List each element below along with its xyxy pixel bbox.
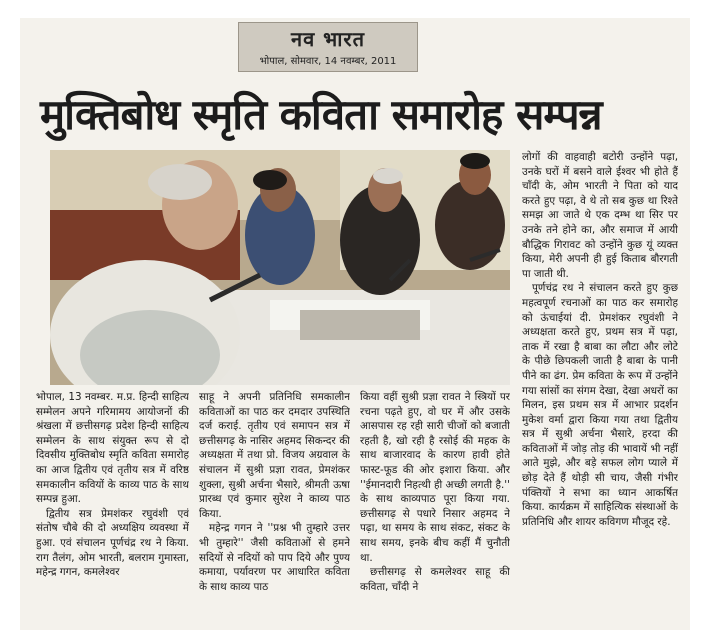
article-paragraph: द्वितीय सत्र प्रेमशंकर रघुवंशी एवं संतोष चौबे की दो अध्यक्षिय व्यवस्था में हुआ. एवं संचालन पूर्णचंद्र रथ ने किया. राग तैलंग, ओम भारती, बलराम गुमास्ता, महेन्द्र गगन, कमलेश्वर bbox=[36, 507, 189, 579]
article-paragraph: लोगों की वाहवाही बटोरी उन्होंने पढ़ा, उनके घरों में बसने वाले ईश्वर भी होते हैं चाँदी के, ओम भारती ने पिता को याद करते हुए पढ़ा, वे थे तो सब कुछ था रिश्ते समझ आ जाते थे एक दम्भ था सिर पर उनके तने होने का, और समाज में आयी बौद्धिक गिरावट को उन्होंने कुछ यूं व्यक्त किया, मेरी अपनी ही हुई किताब बौरगती पा जाती थी. bbox=[522, 151, 678, 280]
article-paragraph: किया वहीं सुश्री प्रज्ञा रावत ने स्त्रियों पर रचना पढ़ते हुए, वो घर में और उसके आसपास रह रही सारी चीजों को बजाती रहती है, खो रही है रसोई की महक के साथ बाजारवाद के कारण हावी होते फास्ट-फूड की ओर इशारा किया. और ''ईमानदारी निहत्थी ही अच्छी लगती है.'' के साथ काव्यपाठ पूरा किया गया. छत्तीसगढ़ से पधारे निसार अहमद ने पढ़ा, था समय के साथ संकट, संकट के साथ समय, इनके बीच कहीं मैं चुनौती था. bbox=[360, 391, 510, 564]
article-column-4 bbox=[522, 150, 678, 622]
event-photo bbox=[50, 150, 510, 385]
article-column-2 bbox=[199, 390, 350, 622]
masthead bbox=[238, 22, 418, 72]
article-column-3 bbox=[360, 390, 510, 622]
event-photo-image bbox=[50, 150, 510, 385]
dateline: भोपाल, सोमवार, 14 नवम्बर, 2011 bbox=[259, 56, 397, 67]
headline bbox=[40, 85, 680, 145]
article-paragraph: महेन्द्र गगन ने ''प्रश्न भी तुम्हारे उत्तर भी तुम्हारे'' जैसी कविताओं से हमने सदियों से नदियों को पाप दिये और पुण्य कमाया, पर्यावरण पर आधारित कविता के साथ काव्य पाठ bbox=[199, 522, 350, 593]
article-paragraph: साहू ने अपनी प्रतिनिधि समकालीन कविताओं का पाठ कर दमदार उपस्थिति दर्ज कराई. तृतीय एवं समापन सत्र में छत्तीसगढ़ के नासिर अहमद सिकन्दर की अध्यक्षता में तथा प्रो. विजय अग्रवाल के संचालन में सुश्री प्रज्ञा रावत, प्रेमशंकर शुक्ला, सुश्री अर्चना भैसारे, श्रीमती ऊषा प्रारब्ध एवं कुमार सुरेश ने काव्य पाठ किया. bbox=[199, 391, 350, 520]
headline-text: मुक्तिबोध स्मृति कविता समारोह सम्पन्न bbox=[40, 90, 602, 139]
article-paragraph: छत्तीसगढ़ से कमलेश्वर साहू की कविता, चाँदी ने bbox=[360, 566, 510, 593]
article-column-1 bbox=[36, 390, 189, 622]
newspaper-logo: नव भारत bbox=[290, 27, 365, 51]
article-paragraph: भोपाल, 13 नवम्बर. म.प्र. हिन्दी साहित्य सम्मेलन अपने गरिमामय आयोजनों की श्रंखला में छत्तीसगढ़ प्रदेश हिन्दी साहित्य सम्मेलन के साथ संयुक्त रूप से दो दिवसीय मुक्तिबोध स्मृति कविता समारोह का आज द्वितीय एवं तृतीय सत्र में वरिष्ठ समकालीन कवियों के काव्य पाठ के साथ सम्पन्न हुआ. bbox=[36, 391, 189, 506]
article-paragraph: पूर्णचंद्र रथ ने संचालन करते हुए कुछ महत्वपूर्ण रचनाओं का पाठ कर समारोह को ऊंचाईयां दी. प्रेमशंकर रघुवंशी ने अध्यक्षता करते हुए, प्रथम सत्र में पढ़ा, ताक में रखा है बाबा का लौटा और लोटे के पीछे छिपकली जाती है बाबा के पानी पीने का ढंग. प्रेम कविता के रूप में उन्होंने गया सांसों का संगम देखा, देखा अधरों का मिलन, इस प्रथम सत्र में आभार प्रदर्शन मुकेश वर्मा द्वारा किया गया तथा द्वितीय सत्र में सुश्री अर्चना भैसारे, हरदा की कविताओं में जोड़ तोड़ की भावायें भी नहीं आते मुझे, और बड़े सफल लोग प्याले में छोड़ देते हैं थोड़ी सी चाय, जैसी गंभीर पंक्तियों ने सभा का ध्यान आकर्षित किया. कार्यक्रम में साहित्यिक संस्थाओं के प्रतिनिधि और शायर कविगण मौजूद रहे. bbox=[522, 282, 678, 528]
